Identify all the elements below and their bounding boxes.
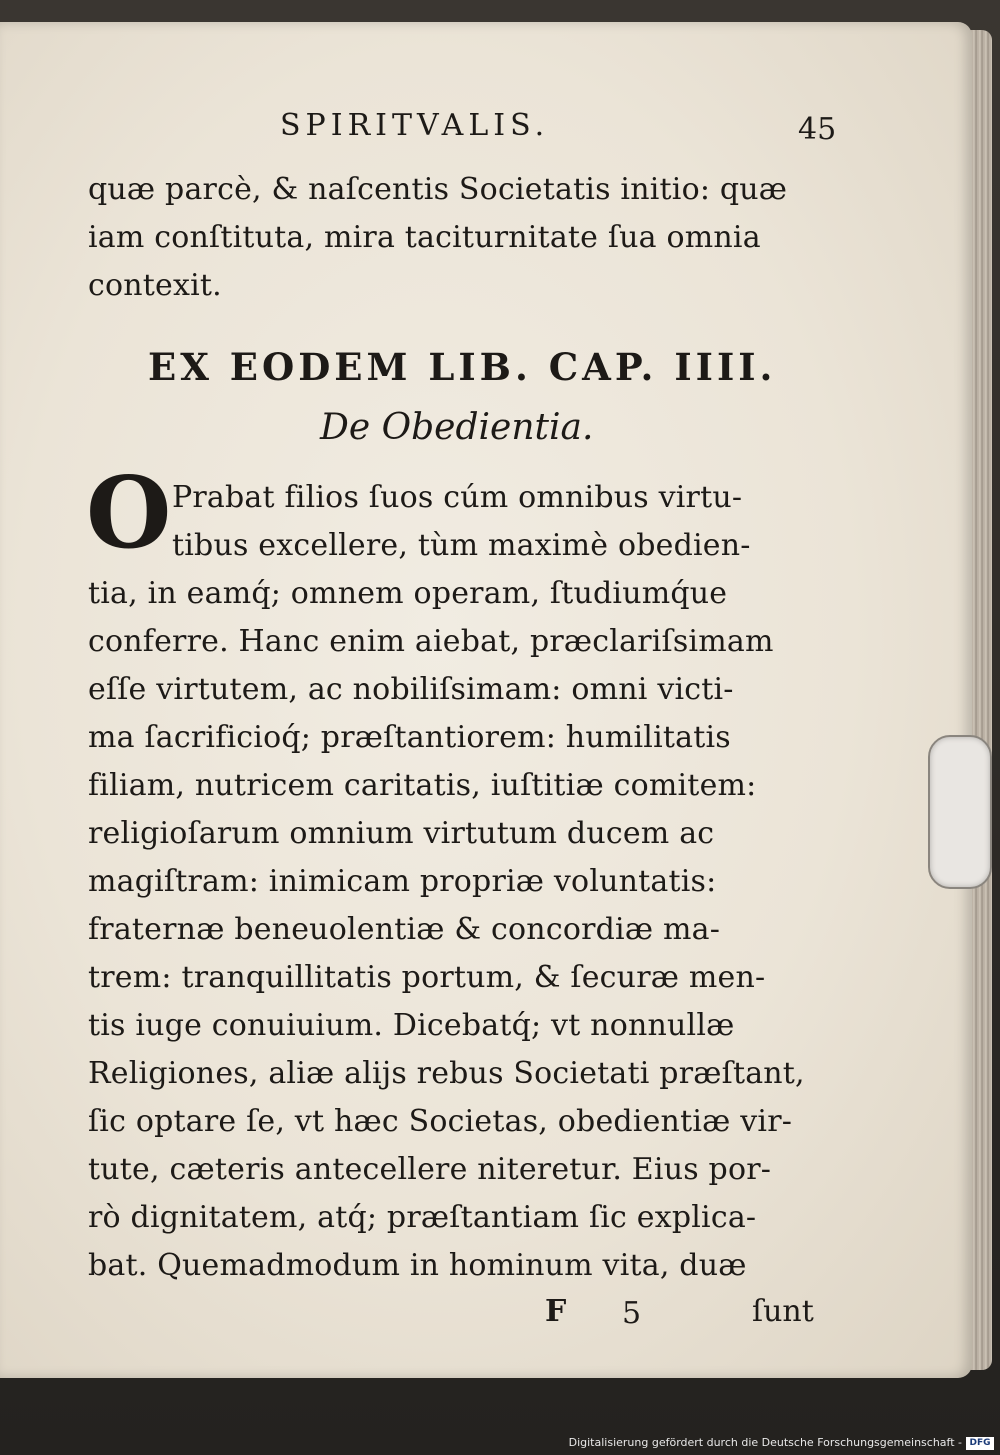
- text-line: rò dignitatem, atq́; præſtantiam ſic explica-: [88, 1200, 757, 1235]
- text-line: quæ parcè, & naſcentis Societatis initio: quæ: [88, 172, 788, 207]
- text-line: ma ſacrificioq́; præſtantiorem: humilitatis: [88, 720, 731, 755]
- text-line: tis iuge conuiuium. Dicebatq́; vt nonnullæ: [88, 1008, 735, 1043]
- text-line: Prabat filios ſuos cúm omnibus virtu-: [172, 480, 743, 515]
- text-line: filiam, nutricem caritatis, iuſtitiæ comitem:: [88, 768, 757, 803]
- dfg-logo: DFG: [966, 1437, 994, 1450]
- text-line: religioſarum omnium virtutum ducem ac: [88, 816, 715, 851]
- text-line: tute, cæteris antecellere niteretur. Eius por-: [88, 1152, 772, 1187]
- text-line: tia, in eamq́; omnem operam, ſtudiumq́ue: [88, 576, 728, 611]
- text-line: iam conſtituta, mira taciturnitate ſua omnia: [88, 220, 761, 255]
- signature-mark: F: [545, 1294, 567, 1329]
- drop-cap: O: [86, 456, 172, 571]
- text-line: fraternæ beneuolentiæ & concordiæ ma-: [88, 912, 721, 947]
- page-number: 45: [798, 112, 837, 147]
- running-head: SPIRITVALIS.: [280, 108, 550, 143]
- text-line: contexit.: [88, 268, 222, 303]
- text-line: tibus excellere, tùm maximè obedien-: [172, 528, 751, 563]
- text-line: magiſtram: inimicam propriæ voluntatis:: [88, 864, 717, 899]
- catchword: ſunt: [752, 1294, 814, 1329]
- section-title: De Obedientia.: [320, 407, 594, 448]
- text-line: conferre. Hanc enim aiebat, præclariſsimam: [88, 624, 774, 659]
- text-line: Religiones, aliæ alijs rebus Societati præſtant,: [88, 1056, 805, 1091]
- digitization-credit: Digitalisierung gefördert durch die Deutsche Forschungsgemeinschaft -: [568, 1436, 962, 1449]
- signature-number: 5: [622, 1296, 642, 1331]
- page-tab: [928, 735, 992, 889]
- text-line: eſſe virtutem, ac nobiliſsimam: omni victi-: [88, 672, 734, 707]
- chapter-heading: EX EODEM LIB. CAP. IIII.: [148, 345, 777, 389]
- text-line: bat. Quemadmodum in hominum vita, duæ: [88, 1248, 747, 1283]
- text-line: trem: tranquillitatis portum, & ſecuræ men-: [88, 960, 766, 995]
- text-line: ſic optare ſe, vt hæc Societas, obedientiæ vir-: [88, 1104, 793, 1139]
